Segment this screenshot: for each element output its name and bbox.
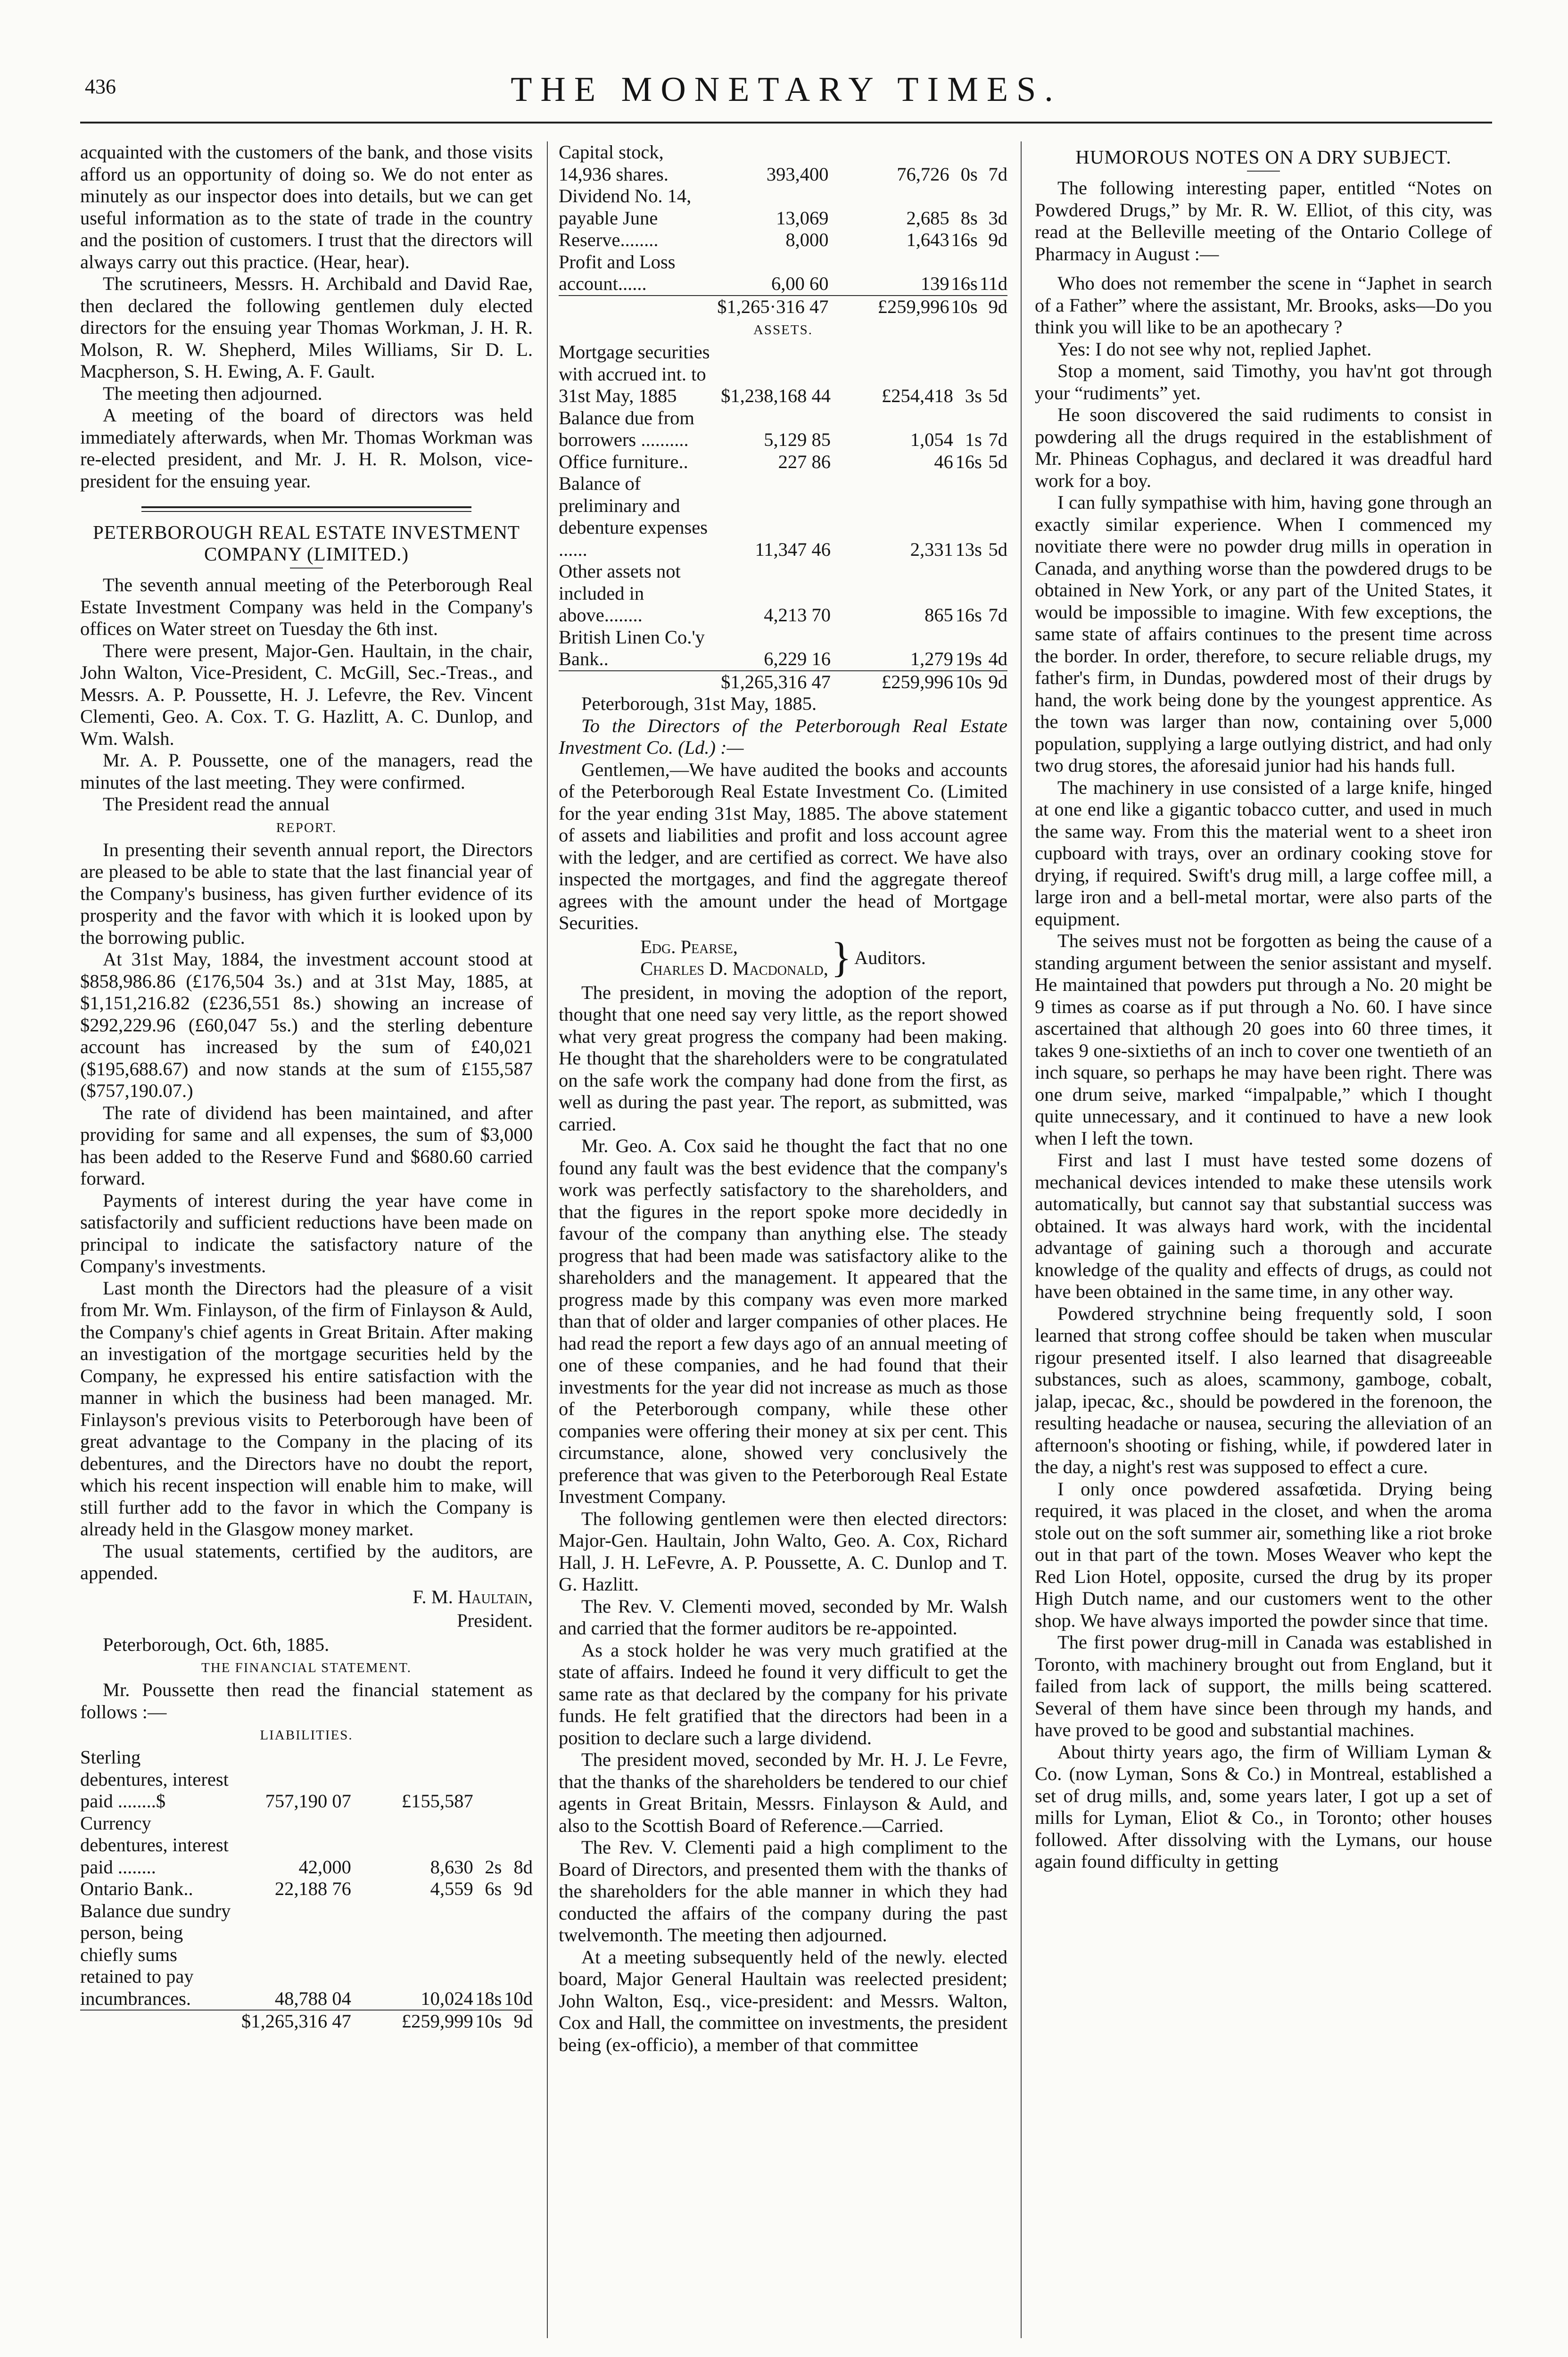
shillings: 0s	[960, 163, 978, 185]
paragraph: The seives must not be forgotten as being the cause of a standing argument between the senior assistant and myself. He maintained that powders put through a No. 20 might be 9 times as coarse as if put through a No. 60. I have since ascertained that although 20 goes into 60 three times, it takes 9 one-sixtieths of an inch to cover one twentieth of an inch square, so perhaps he may have been right. There was one drum seive, marked “impalpable,” which I thought quite unnecessary, and it continued to have a new look when I left the town.	[1035, 930, 1492, 1149]
shillings: 16s	[955, 451, 982, 472]
paragraph: Mr. A. P. Poussette, one of the managers, read the minutes of the last meeting. They were confirmed.	[80, 750, 533, 793]
pence: 5d	[988, 451, 1007, 472]
paragraph: The president moved, seconded by Mr. H. J. Le Fevre, that the thanks of the shareholders be tendered to our chief agents in Great Britain, Messrs. Finlayson & Auld, and also to the Scottish Board of Reference.—Carried.	[559, 1749, 1007, 1836]
auditor-name: Charles D. Macdonald,	[640, 958, 828, 979]
pound-amount: 1,279	[910, 648, 953, 669]
row-label: Currency debentures, interest paid ........	[80, 1812, 229, 1878]
liabilities-table	[80, 1747, 533, 2033]
paragraph: I can fully sympathise with him, having gone through an exactly similar experience. When I commenced my novitiate there were no powder drug mills in operation in Canada, and anything worse than the powdered drugs to be obtained in New York, or any part of the United States, it would be impossible to imagine. With few exceptions, the same state of affairs continues to the present time across the border. In order, therefore, to secure reliable drugs, my father's firm, in Dundas, powdered most of their drugs by hand, the work being done by the youngest apprentice. As the town was larger than now, containing over 5,000 population, supplying a large outlying district, and had only two drug stores, the aforesaid junior had his hands full.	[1035, 492, 1492, 776]
total-label	[80, 2010, 233, 2033]
header-rule	[80, 122, 1492, 124]
paragraph: Mr. Poussette then read the financial statement as follows :—	[80, 1679, 533, 1722]
pound-amount: 1,643	[906, 229, 949, 250]
total-row	[559, 296, 1007, 318]
dollar-amount: 8,000	[785, 229, 829, 250]
shillings: 6s	[485, 1878, 502, 1899]
paragraph: The meeting then adjourned.	[103, 382, 322, 404]
row-label: Other assets not included in above........	[559, 560, 681, 626]
pence: 7d	[988, 429, 1007, 450]
assets-table	[559, 341, 1007, 693]
page-header	[80, 70, 1492, 112]
paragraph: Payments of interest during the year have come in satisfactorily and sufficient reductions have been made on principal to indicate the satisfactory nature of the Company's investments.	[80, 1189, 533, 1277]
pound-amount: 2,331	[910, 538, 953, 560]
article-heading: HUMOROUS NOTES ON A DRY SUBJECT.	[1075, 146, 1452, 168]
paragraph: The following interesting paper, entitled “Notes on Powdered Drugs,” by Mr. R. W. Elliot, of this city, was read at the Belleville meeting of the Ontario College of Pharmacy in August :—	[1035, 177, 1492, 264]
paragraph: At 31st May, 1884, the investment account stood at $858,986.86 (£176,504 3s.) and at 31st May, 1885, at $1,151,216.82 (£236,551 8s.) showing an increase of $292,229.96 (£60,047 5s.) and the sterling debenture account has increased by the sum of £40,021 ($195,688.67) and now stands at the sum of £155,587 ($757,190.07.)	[80, 948, 533, 1101]
liabilities-table-continued	[559, 141, 1007, 318]
running-title: THE MONETARY TIMES.	[511, 70, 1062, 109]
pound-amount: 1,054	[910, 429, 953, 450]
paragraph: The rate of dividend has been maintained, and after providing for same and all expenses, the sum of $3,000 has been added to the Reserve Fund and $680.60 carried forward.	[80, 1102, 533, 1189]
pound-amount: 865	[924, 604, 953, 626]
dollar-amount: 6,00 60	[771, 273, 829, 294]
dollar-amount: $1,238,168 44	[721, 385, 831, 406]
shillings: 16s	[951, 229, 978, 250]
row-label: Balance due sundry person, being chiefly sums retained to pay incumbrances.	[80, 1900, 231, 2009]
brace: }	[831, 934, 852, 981]
column-divider	[547, 141, 548, 2338]
paragraph: The usual statements, certified by the auditors, are appended.	[80, 1540, 533, 1583]
pound-amount: 46	[934, 451, 953, 472]
total-pounds: £259,999	[351, 2010, 473, 2033]
row-label: Reserve........	[559, 229, 659, 250]
table-row	[559, 185, 1007, 229]
row-label: Office furniture..	[559, 451, 688, 472]
signature-name: F. M. Haultain,	[413, 1586, 533, 1607]
paragraph: Yes: I do not see why not, replied Japhet.	[1057, 338, 1372, 360]
pound-amount: 139	[920, 273, 949, 294]
row-label: Sterling debentures, interest paid ........$	[80, 1747, 229, 1812]
pence: 10d	[504, 1987, 533, 2009]
table-row	[559, 251, 1007, 296]
signature-title: President.	[457, 1610, 533, 1631]
table-row	[80, 1878, 533, 1900]
total-pounds: £259,996	[828, 296, 949, 318]
paragraph: There were present, Major-Gen. Haultain, in the chair, John Walton, Vice-President, C. McGill, Sec.-Treas., and Messrs. A. P. Poussette, H. J. Lefevre, the Rev. Vincent Clementi, Geo. A. Cox. T. G. Hazlitt, A. C. Dunlop, and Wm. Walsh.	[80, 640, 533, 749]
pence: 7d	[988, 604, 1007, 626]
paragraph: About thirty years ago, the firm of William Lyman & Co. (now Lyman, Sons & Co.) in Montreal, established a set of drug mills, and, some years later, I got up a set of mills for Lyman, Eliot & Co., in Toronto; other houses followed. After dissolving with the Lymans, our house again found difficulty in getting	[1035, 1741, 1492, 1872]
dollar-amount: 48,788 04	[274, 1987, 351, 2009]
assets-heading: ASSETS.	[753, 322, 813, 338]
total-label	[559, 296, 710, 318]
total-pence: 9d	[978, 296, 1007, 318]
pence: 5d	[988, 385, 1007, 406]
pound-amount: 76,726	[897, 163, 949, 185]
auditor-name: Edg. Pearse,	[640, 936, 738, 957]
article-heading: PETERBOROUGH REAL ESTATE INVESTMENT COMPANY (LIMITED.)	[93, 521, 520, 565]
total-pounds: £259,996	[831, 671, 953, 693]
total-row	[559, 671, 1007, 693]
dollar-amount: 227 86	[778, 451, 831, 472]
table-row	[559, 451, 1007, 473]
pound-amount: 4,559	[430, 1878, 473, 1899]
paragraph: Powdered strychnine being frequently sold, I soon learned that strong coffee should be taken when muscular rigour presented itself. I also learned that disagreeable substances, such as aloes, scammony, gamboge, cobalt, jalap, ipecac, &c., should be powdered in the forenoon, the resulting headache or nausea, securing the alleviation of an afternoon's shooting or fishing, while, if powdered later in the day, a night's rest was supposed to effect a cure.	[1035, 1302, 1492, 1477]
table-row	[559, 473, 1007, 560]
paragraph: He soon discovered the said rudiments to consist in powdering all the drugs required in the establishment of Mr. Phineas Cophagus, and declared it was dreadful hard work for a boy.	[1035, 404, 1492, 491]
heading-rule	[1247, 171, 1280, 172]
shillings: 3s	[965, 385, 982, 406]
row-label: Dividend No. 14, payable June	[559, 185, 692, 229]
column-3	[1035, 141, 1492, 2338]
table-row	[559, 560, 1007, 626]
dollar-amount: 757,190 07	[265, 1790, 351, 1812]
pence: 7d	[988, 163, 1007, 185]
dateline: Peterborough, 31st May, 1885.	[581, 693, 817, 714]
row-label: Profit and Loss account......	[559, 251, 676, 294]
column-2	[559, 141, 1007, 2338]
row-label: British Linen Co.'y Bank..	[559, 626, 705, 669]
paragraph: In presenting their seventh annual report, the Directors are pleased to be able to state that the last financial year of the Company's business, has given further evidence of its prosperity and the favor with which it is looked upon by the borrowing public.	[80, 839, 533, 948]
paragraph: The Rev. V. Clementi moved, seconded by Mr. Walsh and carried that the former auditors be re-appointed.	[559, 1595, 1007, 1639]
auditors-label: Auditors.	[854, 947, 926, 968]
paragraph: Stop a moment, said Timothy, you hav'nt got through your “rudiments” yet.	[1035, 360, 1492, 404]
row-label: Ontario Bank..	[80, 1878, 193, 1899]
pound-amount: £155,587	[401, 1790, 473, 1812]
row-label: Balance due from borrowers ..........	[559, 407, 694, 450]
table-row	[80, 1747, 533, 1813]
total-dollars: $1,265·316 47	[710, 296, 828, 318]
row-label: Mortgage securities with accrued int. to 31st May, 1885	[559, 341, 710, 406]
table-row	[80, 1900, 533, 2011]
paragraph: I only once powdered assafœtida. Drying being required, it was placed in the closet, and when the aroma stole out on the soft summer air, something like a riot broke out in that part of the town. Moses Weaver who kept the Red Lion Hotel, opposite, cursed the drug by its proper High Dutch name, and our customers went to the other shop. We have always imported the powder since that time.	[1035, 1478, 1492, 1631]
table-row	[559, 141, 1007, 185]
dollar-amount: 6,229 16	[764, 648, 831, 669]
section-rule	[141, 506, 471, 512]
pound-amount: 8,630	[430, 1856, 473, 1878]
pence: 3d	[988, 207, 1007, 229]
dollar-amount: 13,069	[776, 207, 829, 229]
shillings: 16s	[951, 273, 978, 294]
shillings	[473, 1747, 502, 1813]
pound-amount: 2,685	[906, 207, 949, 229]
paragraph: The President read the annual	[103, 793, 330, 815]
dollar-amount: 42,000	[298, 1856, 351, 1878]
shillings: 16s	[955, 604, 982, 626]
shillings: 19s	[955, 648, 982, 669]
shillings: 13s	[955, 538, 982, 560]
total-dollars: $1,265,316 47	[712, 671, 831, 693]
pence: 5d	[988, 538, 1007, 560]
column-divider	[1021, 141, 1022, 2338]
pence	[502, 1747, 533, 1813]
pence: 8d	[513, 1856, 533, 1878]
pence: 11d	[979, 273, 1007, 294]
table-row	[559, 229, 1007, 251]
paragraph: The first power drug-mill in Canada was established in Toronto, with machinery brought out from England, but it failed from lack of support, the mills being scattered. Several of them have since been through my hands, and have proved to be good and substantial machines.	[1035, 1632, 1492, 1740]
row-label: Balance of preliminary and debenture expenses ......	[559, 473, 708, 560]
total-dollars: $1,265,316 47	[233, 2010, 351, 2033]
paragraph: Who does not remember the scene in “Japhet in search of a Father” where the assistant, Mr. Brooks, asks—Do you think you will like to be an apothecary ?	[1035, 272, 1492, 338]
paragraph: The machinery in use consisted of a large knife, hinged at one end like a gigantic tobacco cutter, and used in much the same way. From this the material went to a sheet iron cupboard with trays, over an ordinary cooking stove for drying, if required. Swift's drug mill, a large coffee mill, a large iron and a bell-metal mortar, were also parts of the equipment.	[1035, 776, 1492, 930]
dollar-amount: 5,129 85	[764, 429, 831, 450]
total-pence: 9d	[982, 671, 1007, 693]
shillings: 18s	[475, 1987, 502, 2009]
total-shillings: 10s	[949, 296, 978, 318]
paragraph: As a stock holder he was very much gratified at the state of affairs. Indeed he found it very difficult to get the same rate as that declared by the company for his private funds. He felt gratified that the directors had been in a position to declare such a large dividend.	[559, 1639, 1007, 1748]
dollar-amount: 11,347 46	[755, 538, 831, 560]
paragraph: The following gentlemen were then elected directors: Major-Gen. Haultain, John Walto, Geo. A. Cox, Richard Hall, J. H. LeFevre, A. P. Poussette, A. C. Dunlop and T. G. Hazlitt.	[559, 1508, 1007, 1595]
total-pence: 9d	[502, 2010, 533, 2033]
total-shillings: 10s	[473, 2010, 502, 2033]
paragraph: The Rev. V. Clementi paid a high compliment to the Board of Directors, and presented them with the thanks of the shareholders for the able manner in which they had conducted the affairs of the company during the past twelvemonth. The meeting then adjourned.	[559, 1837, 1007, 1945]
row-label: Capital stock, 14,936 shares.	[559, 141, 668, 185]
report-heading: REPORT.	[276, 820, 337, 835]
pence: 4d	[988, 648, 1007, 669]
total-shillings: 10s	[953, 671, 982, 693]
auditors-block	[559, 936, 1007, 980]
pence: 9d	[988, 229, 1007, 250]
paragraph: The seventh annual meeting of the Peterborough Real Estate Investment Company was held in the Company's offices on Water street on Tuesday the 6th inst.	[80, 574, 533, 639]
dollar-amount: 22,188 76	[274, 1878, 351, 1899]
paragraph: Last month the Directors had the pleasure of a visit from Mr. Wm. Finlayson, of the firm of Finlayson & Auld, the Company's chief agents in Great Britain. After making an investigation of the mortgage securities held by the Company, he expressed his entire satisfaction with the manner in which the business had been managed. Mr. Finlayson's previous visits to Peterborough have been of great advantage to the Company in the placing of its debentures, and the Directors have no doubt the report, which his recent inspection will enable him to make, will still further add to the favor in which the Company is already held in the Glasgow money market.	[80, 1277, 533, 1540]
table-row	[80, 1813, 533, 1879]
pound-amount: £254,418	[882, 385, 953, 406]
table-row	[559, 626, 1007, 671]
paragraph: The scrutineers, Messrs. H. Archibald and David Rae, then declared the following gentlemen duly elected directors for the ensuing year Thomas Workman, J. H. R. Molson, R. W. Shepherd, Miles Williams, Sir D. L. Macpherson, S. H. Ewing, A. F. Gault.	[80, 273, 533, 382]
paragraph: At a meeting subsequently held of the newly. elected board, Major General Haultain was reelected president; John Walton, Esq., vice-president: and Messrs. Walton, Cox and Hall, the committee on investments, the president being (ex-officio), a member of that committee	[559, 1946, 1007, 2055]
shillings: 8s	[960, 207, 978, 229]
paragraph: Mr. Geo. A. Cox said he thought the fact that no one found any fault was the best evidence that the company's work was perfectly satisfactory to the shareholders, and that the figures in the report spoke more decidedly in favour of the company than anything else. The steady progress that had been made was satisfactory alike to the shareholders and the management. It appeared that the progress made by this company was even more marked than that of older and larger companies of other places. He had read the report a few days ago of an annual meeting of one of these companies, and he had found that their investments for the year did not increase as much as those of the Peterborough company, while these other companies were offering their money at six per cent. This circumstance, alone, showed very conclusively the preference that was given to the Peterborough Real Estate Investment Company.	[559, 1135, 1007, 1507]
table-row	[559, 407, 1007, 451]
pound-amount: 10,024	[421, 1987, 473, 2009]
shillings: 1s	[965, 429, 982, 450]
pence: 9d	[513, 1878, 533, 1899]
page-number: 436	[85, 75, 116, 98]
paragraph: First and last I must have tested some dozens of mechanical devices intended to make these utensils work automatically, but cannot say that substantial success was obtained. It was always hard work, with the incidental advantage of gaining such a thorough and accurate knowledge of the quality and effects of drugs, as could not have been obtained in the same time, in any other way.	[1035, 1149, 1492, 1302]
address-line: To the Directors of the Peterborough Real Estate Investment Co. (Ld.) :—	[559, 715, 1007, 758]
liabilities-heading: LIABILITIES.	[260, 1728, 353, 1743]
table-row	[559, 341, 1007, 407]
paragraph: A meeting of the board of directors was held immediately afterwards, when Mr. Thomas Workman was re-elected president, and Mr. J. H. R. Molson, vice-president for the ensuing year.	[80, 404, 533, 492]
paragraph: acquainted with the customers of the bank, and those visits afford us an opportunity of doing so. We do not enter as minutely as our inspector does into details, but we can get useful information as to the state of trade in the country and the position of customers. I trust that the directors will always carry out this practice. (Hear, hear).	[80, 141, 533, 272]
paragraph: Gentlemen,—We have audited the books and accounts of the Peterborough Real Estate Investment Co. (Limited for the year ending 31st May, 1885. The above statement of assets and liabilities and profit and loss account agree with the ledger, and are certified as correct. We have also inspected the mortgages, and find the aggregate thereof agrees with the amount under the head of Mortgage Securities.	[559, 758, 1007, 933]
paragraph: The president, in moving the adoption of the report, thought that one need say very little, as the report showed what very great progress the company had been making. He thought that the shareholders were to be congratulated on the safe work the company had done from the first, as well as during the past year. The report, as submitted, was carried.	[559, 981, 1007, 1135]
dollar-amount: 393,400	[766, 163, 829, 185]
heading-rule	[290, 568, 323, 569]
total-row	[80, 2010, 533, 2033]
dollar-amount: 4,213 70	[764, 604, 831, 626]
financial-statement-heading: THE FINANCIAL STATEMENT.	[201, 1660, 412, 1675]
column-1	[80, 141, 533, 2338]
shillings: 2s	[485, 1856, 502, 1878]
dateline: Peterborough, Oct. 6th, 1885.	[103, 1633, 330, 1655]
total-label	[559, 671, 712, 693]
